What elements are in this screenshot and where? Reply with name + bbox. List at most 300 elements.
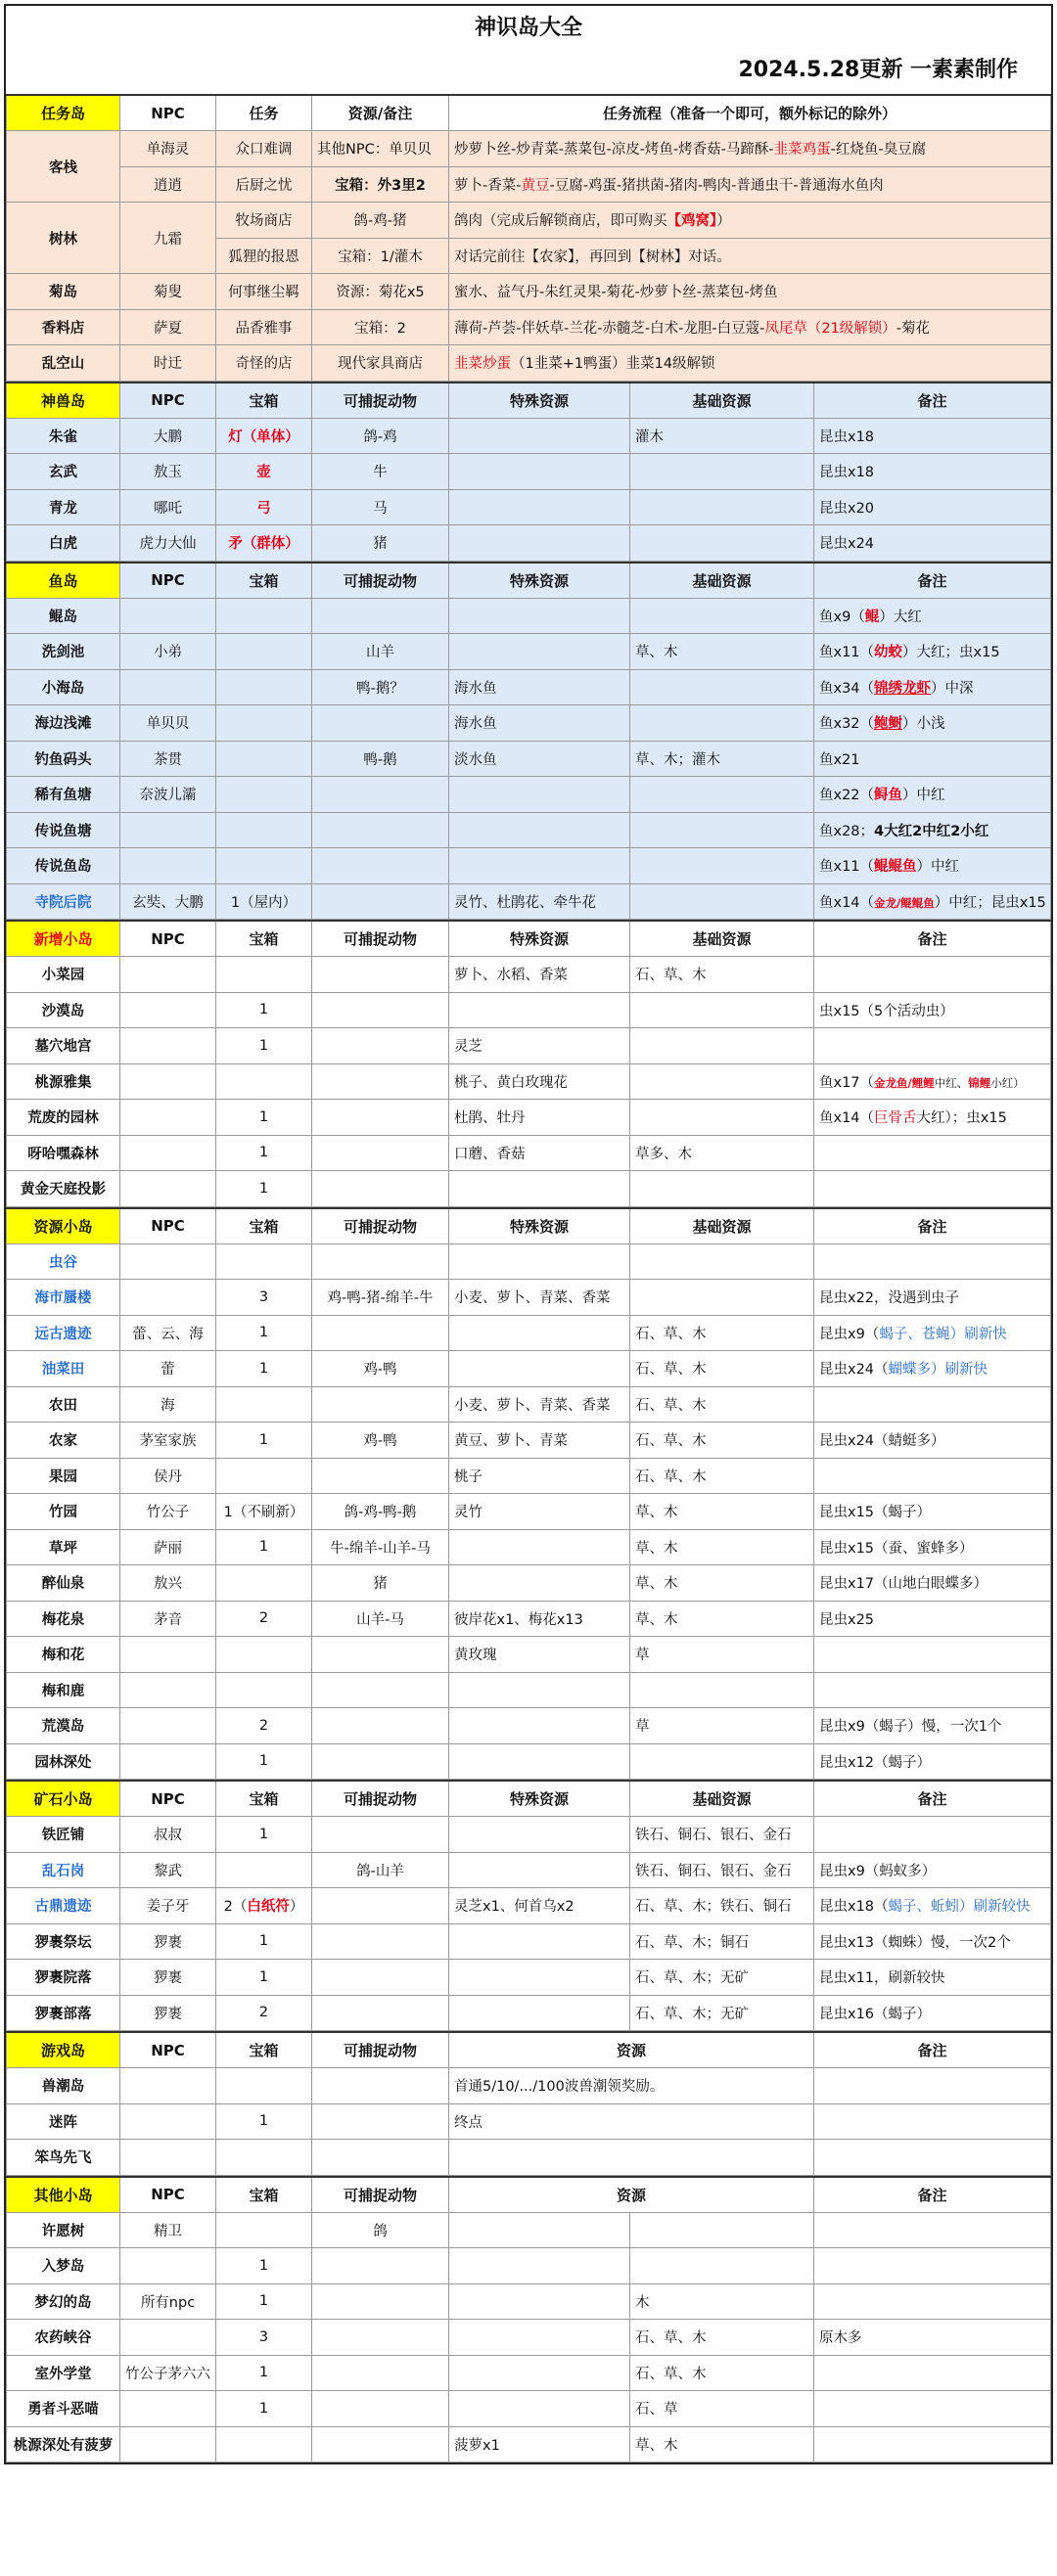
island-name: 铁匠铺: [7, 1817, 120, 1853]
island-name: 荒废的园林: [7, 1100, 120, 1136]
note-text: ）大红: [879, 609, 922, 625]
npc-cell: [120, 1063, 216, 1100]
box-cell: [216, 812, 312, 848]
note-highlight: 蝴蝶多）刷新快: [888, 1362, 988, 1378]
island-name: 鲲岛: [7, 598, 120, 634]
table-row: [7, 418, 1051, 454]
header-cell: NPC: [120, 95, 216, 131]
header-cell: 新增小岛: [7, 921, 120, 957]
flow-text: -红烧鱼-臭豆腐: [830, 142, 927, 158]
animal-cell: [312, 598, 449, 634]
basic-cell: [630, 777, 814, 813]
npc-cell: [120, 1743, 216, 1780]
note-text: 鱼x14（: [819, 1110, 875, 1127]
note-text: ）中红: [916, 859, 960, 876]
box-cell: 2: [216, 1601, 312, 1637]
special-cell: [449, 812, 630, 848]
box-cell: [216, 705, 312, 742]
header-cell: 任务: [216, 95, 312, 131]
island-name: 小海岛: [7, 669, 120, 705]
box-cell: 1: [216, 1817, 312, 1853]
note-text: ）中红: [902, 788, 945, 804]
table-row: [7, 2355, 1051, 2391]
basic-cell: 铁石、铜石、银石、金石: [630, 1852, 814, 1888]
header-cell: 特殊资源: [449, 563, 630, 599]
npc-cell: 所有npc: [120, 2283, 216, 2320]
table-row: [7, 1995, 1051, 2031]
table-row: [7, 1063, 1051, 1100]
table-row: [7, 1243, 1051, 1280]
box-cell: 1: [216, 1315, 312, 1351]
other-island-table: [6, 2176, 1051, 2463]
animal-cell: [312, 1243, 449, 1280]
basic-cell: 石、草、木；无矿: [630, 1960, 814, 1996]
header-cell: 宝箱: [216, 383, 312, 419]
box-cell: 2: [216, 1995, 312, 2031]
island-name: 迷阵: [7, 2103, 120, 2140]
island-name: 稀有鱼塘: [7, 777, 120, 813]
island-name: 白虎: [7, 525, 120, 562]
special-cell: [449, 1708, 630, 1744]
special-cell: 灵竹: [449, 1494, 630, 1530]
note-text: 大红）；虫x15: [916, 1110, 1007, 1127]
animal-cell: [312, 2426, 449, 2463]
game-header-row: [7, 2032, 1051, 2068]
task-cell: 奇怪的店: [216, 345, 312, 382]
note-cell: [814, 2068, 1051, 2104]
special-cell: [449, 489, 630, 525]
box-cell: 1: [216, 1423, 312, 1459]
task-cell: 狐狸的报恩: [216, 238, 312, 274]
note-highlight: 蝎子、苍蝇）刷新快: [879, 1326, 1007, 1342]
note-text: 昆虫x18（: [819, 1899, 889, 1916]
note-cell: [814, 2140, 1051, 2176]
ore-header-row: [7, 1781, 1051, 1817]
animal-cell: [312, 2068, 449, 2104]
table-row: [7, 1135, 1051, 1171]
resource-header-row: [7, 1208, 1051, 1244]
special-cell: [449, 1672, 630, 1708]
box-cell: 1: [216, 2391, 312, 2427]
header-cell: 可捕捉动物: [312, 921, 449, 957]
basic-cell: 石、草、木: [630, 1423, 814, 1459]
header-cell: 可捕捉动物: [312, 1781, 449, 1817]
note-cell: 昆虫x12（蝎子）: [814, 1743, 1051, 1780]
basic-cell: [630, 2212, 814, 2248]
table-row: [7, 1637, 1051, 1673]
table-row: [7, 1708, 1051, 1744]
header-cell: 特殊资源: [449, 1208, 630, 1244]
npc-cell: 时迁: [120, 345, 216, 382]
header-cell: 宝箱: [216, 1208, 312, 1244]
resource-cell: [449, 2283, 630, 2320]
animal-cell: [312, 2283, 449, 2320]
note-highlight: 鲟鱼: [874, 788, 903, 804]
note-cell: [814, 598, 1051, 634]
island-guide-sheet: [4, 4, 1053, 2464]
box-cell: 1: [216, 992, 312, 1028]
task-cell: 牧场商店: [216, 203, 312, 239]
island-name: 梅和鹿: [7, 1672, 120, 1708]
special-cell: [449, 777, 630, 813]
basic-cell: 灌木: [630, 418, 814, 454]
table-row: [7, 2212, 1051, 2248]
note-cell: 昆虫x9（蚂蚁多）: [814, 1852, 1051, 1888]
resource-cell: [449, 2248, 630, 2284]
basic-cell: 石、草、木: [630, 2355, 814, 2391]
flow-cell: [449, 309, 1051, 345]
box-cell: [216, 2426, 312, 2463]
table-row: [7, 1100, 1051, 1136]
animal-cell: 猪: [312, 1565, 449, 1602]
basic-cell: 草: [630, 1708, 814, 1744]
flow-cell: 蜜水、益气丹-朱红灵果-菊花-炒萝卜丝-蒸菜包-烤鱼: [449, 274, 1051, 310]
special-cell: 口蘑、香菇: [449, 1135, 630, 1171]
island-name: 树林: [7, 203, 120, 274]
npc-cell: 竹公子茅六六: [120, 2355, 216, 2391]
header-cell: 备注: [814, 2032, 1051, 2068]
npc-cell: [120, 1708, 216, 1744]
box-cell: 1: [216, 1351, 312, 1387]
island-name: 远古遗迹: [7, 1315, 120, 1351]
island-name: 传说鱼塘: [7, 812, 120, 848]
island-name: 勇者斗恶喵: [7, 2391, 120, 2427]
resource-cell: 菠萝x1: [449, 2426, 630, 2463]
table-row: [7, 957, 1051, 993]
basic-cell: [630, 1243, 814, 1280]
table-row: [7, 1601, 1051, 1637]
note-cell: 鱼x21: [814, 741, 1051, 777]
npc-cell: [120, 2103, 216, 2140]
table-row: [7, 2283, 1051, 2320]
note-highlight: 锦鲤: [968, 1075, 991, 1090]
special-cell: 黄豆、萝卜、青菜: [449, 1423, 630, 1459]
page-subtitle: 2024.5.28更新 一素素制作: [738, 58, 1018, 82]
box-cell: 1: [216, 1529, 312, 1565]
table-row: [7, 489, 1051, 525]
animal-cell: [312, 2391, 449, 2427]
box-cell: 1: [216, 1171, 312, 1207]
box-cell: 1: [216, 1743, 312, 1780]
animal-cell: 牛: [312, 454, 449, 490]
basic-cell: [630, 598, 814, 634]
npc-cell: [120, 2068, 216, 2104]
animal-cell: 牛-绵羊-山羊-马: [312, 1529, 449, 1565]
table-row: [7, 1386, 1051, 1423]
header-cell: 宝箱: [216, 1781, 312, 1817]
note-cell: 昆虫x22，没遇到虫子: [814, 1280, 1051, 1316]
special-cell: 桃子: [449, 1458, 630, 1494]
note-highlight: 鲍鲥: [874, 716, 903, 733]
note-cell: 昆虫x18: [814, 418, 1051, 454]
basic-cell: 木: [630, 2283, 814, 2320]
basic-cell: [630, 1028, 814, 1064]
special-cell: 萝卜、水稻、香菜: [449, 957, 630, 993]
island-name: 笨鸟先飞: [7, 2140, 120, 2176]
basic-cell: 石、草、木；铁石、铜石: [630, 1888, 814, 1924]
animal-cell: [312, 1100, 449, 1136]
animal-cell: [312, 1817, 449, 1853]
flow-text: 萝卜-香菜-: [454, 177, 522, 194]
basic-cell: [630, 1100, 814, 1136]
island-name: 客栈: [7, 131, 120, 203]
header-cell: 宝箱: [216, 2177, 312, 2213]
special-cell: [449, 1852, 630, 1888]
note-cell: [814, 2283, 1051, 2320]
table-row: [7, 131, 1051, 167]
special-cell: [449, 848, 630, 884]
island-name: 呀哈嘿森林: [7, 1135, 120, 1171]
animal-cell: [312, 2355, 449, 2391]
note-cell: [814, 2355, 1051, 2391]
animal-cell: 鸡-鸭: [312, 1423, 449, 1459]
header-cell: 任务流程（准备一个即可，额外标记的除外）: [449, 95, 1051, 131]
box-cell: 3: [216, 2320, 312, 2356]
note-highlight: 4大红2中红2小红: [874, 823, 989, 839]
animal-cell: [312, 957, 449, 993]
basic-cell: [630, 1280, 814, 1316]
basic-cell: 草、木: [630, 1565, 814, 1602]
npc-cell: [120, 2248, 216, 2284]
box-cell: 1: [216, 2283, 312, 2320]
note-cell: 昆虫x20: [814, 489, 1051, 525]
flow-text: 炒萝卜丝-炒青菜-蒸菜包-凉皮-烤鱼-烤香菇-马蹄酥-: [454, 142, 774, 158]
special-cell: [449, 1171, 630, 1207]
island-name: 桃源深处有菠萝: [7, 2426, 120, 2463]
task-cell: 后厨之忧: [216, 166, 312, 203]
island-name: 农家: [7, 1423, 120, 1459]
npc-cell: 猡裹: [120, 1995, 216, 2031]
special-cell: [449, 598, 630, 634]
flow-cell: [449, 166, 1051, 203]
note-cell: 宝箱：外3里2: [312, 166, 449, 203]
island-name: 荒漠岛: [7, 1708, 120, 1744]
basic-cell: 草: [630, 1637, 814, 1673]
note-text: 鱼x22（: [819, 788, 875, 804]
quest-island-table: [6, 94, 1051, 382]
box-cell: [216, 1672, 312, 1708]
table-row: [7, 203, 1051, 239]
island-name: 农田: [7, 1386, 120, 1423]
flow-cell: [449, 345, 1051, 382]
animal-cell: [312, 848, 449, 884]
basic-cell: 石、草、木: [630, 1458, 814, 1494]
box-cell: [216, 2212, 312, 2248]
note-highlight: 金龙/鲲鲲鱼: [874, 895, 935, 910]
header-cell: 备注: [814, 1781, 1051, 1817]
box-cell: [216, 634, 312, 670]
task-cell: 众口难调: [216, 131, 312, 167]
note-text: 鱼x9（: [819, 609, 865, 625]
box-cell: [216, 598, 312, 634]
table-row: [7, 1888, 1051, 1924]
box-cell: 弓: [216, 489, 312, 525]
note-cell: [814, 2391, 1051, 2427]
island-name: 猡裹部落: [7, 1995, 120, 2031]
table-row: [7, 1852, 1051, 1888]
box-cell: [216, 957, 312, 993]
table-row: [7, 1171, 1051, 1207]
note-cell: [814, 705, 1051, 742]
header-cell: NPC: [120, 2177, 216, 2213]
npc-cell: [120, 957, 216, 993]
special-cell: 灵芝x1、何首乌x2: [449, 1888, 630, 1924]
beast-island-table: [6, 382, 1051, 562]
animal-cell: [312, 777, 449, 813]
npc-cell: 萨丽: [120, 1529, 216, 1565]
header-cell: 可捕捉动物: [312, 2032, 449, 2068]
note-cell: 原木多: [814, 2320, 1051, 2356]
box-cell: [216, 669, 312, 705]
header-cell: NPC: [120, 383, 216, 419]
box-cell: [216, 1243, 312, 1280]
header-cell: NPC: [120, 2032, 216, 2068]
box-cell: 2: [216, 1708, 312, 1744]
header-cell: 游戏岛: [7, 2032, 120, 2068]
basic-cell: 石、草、木；铜石: [630, 1923, 814, 1960]
npc-cell: 蕾、云、海: [120, 1315, 216, 1351]
note-cell: 昆虫x24: [814, 525, 1051, 562]
table-row: [7, 1028, 1051, 1064]
box-cell: 1（屋内）: [216, 883, 312, 920]
box-cell: [216, 1852, 312, 1888]
special-cell: 淡水鱼: [449, 741, 630, 777]
resource-cell: [449, 2140, 814, 2176]
table-row: [7, 1458, 1051, 1494]
flow-text: -豆腐-鸡蛋-猪拱菌-猪肉-鸭肉-普通虫干-普通海水鱼肉: [549, 177, 884, 194]
note-text: ）大红；虫x15: [902, 645, 1000, 661]
resource-cell: [449, 2320, 630, 2356]
basic-cell: 石、草、木: [630, 1386, 814, 1423]
note-cell: 宝箱：1/灌木: [312, 238, 449, 274]
note-cell: [814, 1135, 1051, 1171]
basic-cell: [630, 992, 814, 1028]
note-highlight: 巨骨舌: [874, 1110, 917, 1127]
resource-cell: [449, 2212, 630, 2248]
flow-cell: [449, 203, 1051, 239]
task-cell: 何事继尘羁: [216, 274, 312, 310]
table-row: [7, 525, 1051, 562]
game-island-table: [6, 2031, 1051, 2176]
note-text: ）中深: [931, 680, 974, 697]
special-cell: [449, 1351, 630, 1387]
box-cell: [216, 1888, 312, 1924]
table-row: [7, 705, 1051, 742]
special-cell: 灵竹、杜鹃花、牵牛花: [449, 883, 630, 920]
box-cell: 矛（群体）: [216, 525, 312, 562]
npc-cell: [120, 598, 216, 634]
table-row: [7, 992, 1051, 1028]
note-cell: [814, 1888, 1051, 1924]
note-text: 鱼x28；: [819, 823, 875, 839]
box-cell: [216, 1063, 312, 1100]
box-cell: [216, 777, 312, 813]
flow-text: 鸽肉（完成后解锁商店，即可购买: [454, 213, 667, 230]
special-cell: [449, 1743, 630, 1780]
basic-cell: 草、木: [630, 634, 814, 670]
npc-cell: 茅室家族: [120, 1423, 216, 1459]
quest-header-row: [7, 95, 1051, 131]
table-row: [7, 1529, 1051, 1565]
table-row: [7, 166, 1051, 203]
note-cell: [814, 1028, 1051, 1064]
animal-cell: 鸡-鸭: [312, 1351, 449, 1387]
resource-cell: [449, 2391, 630, 2427]
header-cell: 宝箱: [216, 921, 312, 957]
basic-cell: 石、草、木: [630, 1315, 814, 1351]
special-cell: 小麦、萝卜、青菜、香菜: [449, 1280, 630, 1316]
npc-cell: [120, 812, 216, 848]
box-cell: [216, 2068, 312, 2104]
npc-cell: 逍逍: [120, 166, 216, 203]
special-cell: 海水鱼: [449, 669, 630, 705]
note-cell: [814, 1351, 1051, 1387]
box-cell: [216, 1565, 312, 1602]
npc-cell: [120, 992, 216, 1028]
page-title: 神识岛大全: [474, 16, 582, 40]
special-cell: [449, 1923, 630, 1960]
npc-cell: 单海灵: [120, 131, 216, 167]
special-cell: [449, 1315, 630, 1351]
animal-cell: [312, 2103, 449, 2140]
header-cell: 基础资源: [630, 383, 814, 419]
npc-cell: [120, 848, 216, 884]
header-cell: 其他小岛: [7, 2177, 120, 2213]
header-cell: 基础资源: [630, 1781, 814, 1817]
npc-cell: 奈波儿灞: [120, 777, 216, 813]
note-cell: [814, 2103, 1051, 2140]
basic-cell: 铁石、铜石、银石、金石: [630, 1817, 814, 1853]
animal-cell: [312, 992, 449, 1028]
npc-cell: 菊叟: [120, 274, 216, 310]
box-cell: 1: [216, 2103, 312, 2140]
flow-cell: 对话完前往【农家】，再回到【树林】对话。: [449, 238, 1051, 274]
header-cell: 任务岛: [7, 95, 120, 131]
special-cell: [449, 992, 630, 1028]
table-row: [7, 1280, 1051, 1316]
note-highlight: 锦绣龙虾: [874, 680, 932, 697]
note-cell: [814, 1672, 1051, 1708]
table-row: [7, 1672, 1051, 1708]
animal-cell: [312, 1960, 449, 1996]
animal-cell: 鸭-鹅？: [312, 669, 449, 705]
island-name: 香料店: [7, 309, 120, 345]
table-row: [7, 2320, 1051, 2356]
header-cell: NPC: [120, 1781, 216, 1817]
note-cell: 鸽-鸡-猪: [312, 203, 449, 239]
island-name: 草坪: [7, 1529, 120, 1565]
npc-cell: 敖兴: [120, 1565, 216, 1602]
animal-cell: 鸽: [312, 2212, 449, 2248]
animal-cell: 山羊: [312, 634, 449, 670]
note-text: 鱼x32（: [819, 716, 875, 733]
other-header-row: [7, 2177, 1051, 2213]
note-highlight: 鲲: [864, 609, 880, 625]
header-cell: 宝箱: [216, 563, 312, 599]
island-name: 虫谷: [7, 1243, 120, 1280]
header-cell: 基础资源: [630, 563, 814, 599]
special-cell: [449, 1995, 630, 2031]
header-cell: 特殊资源: [449, 1781, 630, 1817]
box-text: 2（: [223, 1899, 248, 1916]
box-cell: 1: [216, 1100, 312, 1136]
basic-cell: [630, 454, 814, 490]
special-cell: [449, 418, 630, 454]
island-name: 室外学堂: [7, 2355, 120, 2391]
box-text: ）: [289, 1899, 304, 1916]
header-cell: 备注: [814, 563, 1051, 599]
island-name: 玄武: [7, 454, 120, 490]
